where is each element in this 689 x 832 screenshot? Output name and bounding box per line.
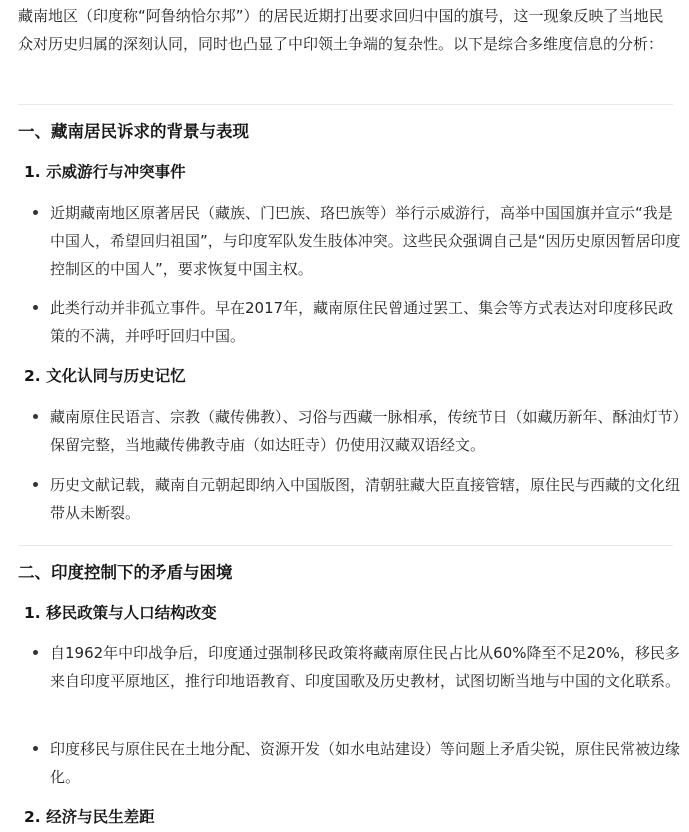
section-divider (18, 104, 673, 105)
list-item-text: 藏南原住民语言、宗教（藏传佛教）、习俗与西藏一脉相承，传统节日（如藏历新年、酥油灯节）保留完整，当地藏传佛教寺庙（如达旺寺）仍使用汉藏双语经文。 (50, 408, 681, 454)
list-item (33, 403, 681, 459)
list-item-text: 印度移民与原住民在土地分配、资源开发（如水电站建设）等问题上矛盾尖锐，原住民常被边缘化。 (50, 740, 681, 786)
subsection-heading: 2. 经济与民生差距 (24, 808, 155, 826)
subsection-heading: 1. 示威游行与冲突事件 (24, 163, 186, 181)
section-divider (18, 545, 673, 546)
list-item (33, 294, 681, 350)
list-item-text: 自1962年中印战争后，印度通过强制移民政策将藏南原住民占比从60%降至不足20%，移民多来自印度平原地区，推行印地语教育、印度国歌及历史教材，试图切断当地与中国的文化联系。 (50, 644, 681, 690)
bullet-dot (33, 414, 38, 419)
bullet-dot (33, 305, 38, 310)
list-item-text: 此类行动并非孤立事件。早在2017年，藏南原住民曾通过罢工、集会等方式表达对印度移民政策的不满，并呼吁回归中国。 (50, 299, 674, 345)
section-heading: 一、藏南居民诉求的背景与表现 (18, 122, 249, 141)
bullet-dot (33, 746, 38, 751)
list-item (33, 199, 681, 283)
bullet-dot (33, 650, 38, 655)
section-heading: 二、印度控制下的矛盾与困境 (18, 563, 233, 582)
bullet-dot (33, 210, 38, 215)
list-item (33, 471, 681, 527)
list-item (33, 639, 681, 695)
intro-paragraph: 藏南地区（印度称“阿鲁纳恰尔邦”）的居民近期打出要求回归中国的旗号，这一现象反映了当地民众对历史归属的深刻认同，同时也凸显了中印领土争端的复杂性。以下是综合多维度信息的分析： (18, 7, 664, 53)
list-item-text: 历史文献记载，藏南自元朝起即纳入中国版图，清朝驻藏大臣直接管辖，原住民与西藏的文化纽带从未断裂。 (50, 476, 681, 522)
bullet-dot (33, 482, 38, 487)
list-item-text: 近期藏南地区原著居民（藏族、门巴族、珞巴族等）举行示威游行，高举中国国旗并宣示“我是中国人，希望回归祖国”，与印度军队发生肢体冲突。这些民众强调自己是“因历史原因暂居印度控制区的中国人”，要求恢复中国主权。 (50, 204, 681, 278)
list-item (33, 735, 681, 791)
subsection-heading: 1. 移民政策与人口结构改变 (24, 604, 217, 622)
subsection-heading: 2. 文化认同与历史记忆 (24, 367, 186, 385)
